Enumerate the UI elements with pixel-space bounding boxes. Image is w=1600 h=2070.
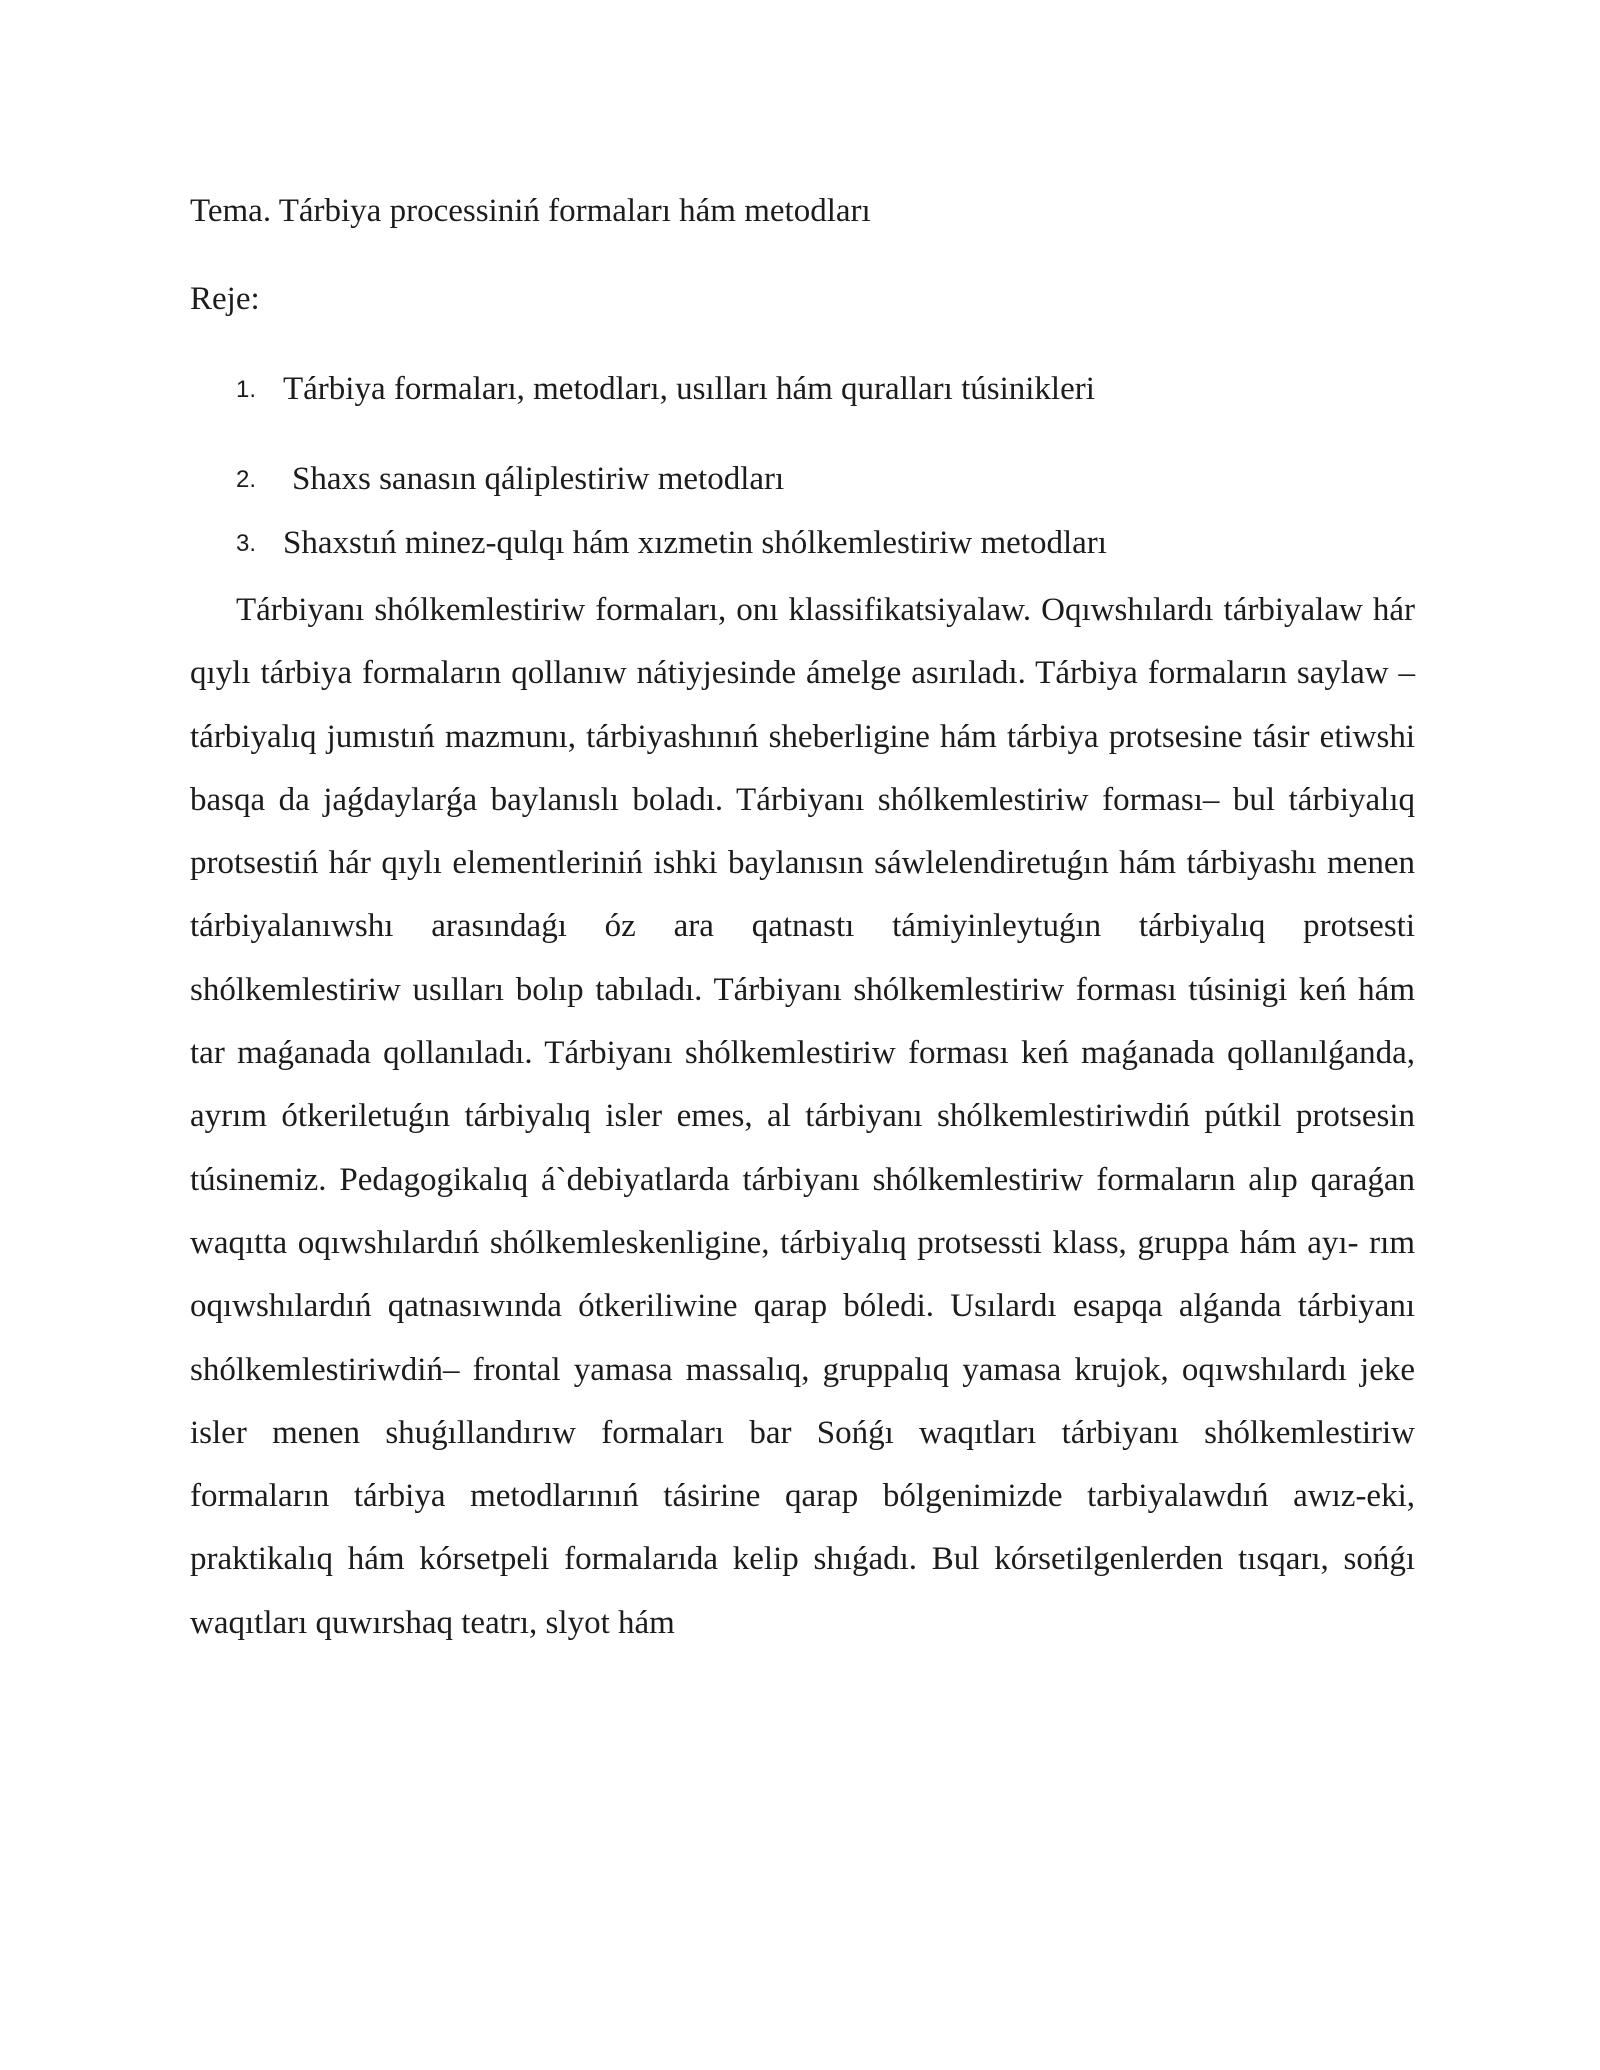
plan-item-text: Shaxstıń minez-qulqı hám xızmetin shólkemlestiriw metodları bbox=[283, 525, 1107, 561]
plan-item-text: Shaxs sanasın qáliplestiriw metodları bbox=[292, 461, 785, 497]
body-paragraph: Tárbiyanı shólkemlestiriw formaları, onı klassifikatsiyalaw. Oqıwshılardı tárbiyalaw hár qıylı tárbiya formaların qollanıw nátiyjesinde ámelge asırıladı. Tárbiya formaların saylaw – tárbiyalıq jumıstıń mazmunı, tárbiyashınıń sheberligine hám tárbiya protsesine tásir etiwshi basqa da jaǵdaylarǵa baylanıslı boladı. Tárbiyanı shólkemlestiriw forması– bul tárbiyalıq protsestiń hár qıylı elementleriniń ishki baylanısın sáwlelendiretuǵın hám tárbiyashı menen tárbiyalanıwshı arasındaǵı óz ara qatnastı támiyinleytuǵın tárbiyalıq protsesti shólkemlestiriw usılları bolıp tabıladı. Tárbiyanı shólkemlestiriw forması túsinigi keń hám tar maǵanada qollanıladı. Tárbiyanı shólkemlestiriw forması keń maǵanada qollanılǵanda, ayrım ótkeriletuǵın tárbiyalıq isler emes, al tárbiyanı shólkemlestiriwdiń pútkil protsesin túsinemiz. Pedagogikalıq á`debiyatlarda tárbiyanı shólkemlestiriw formaların alıp qaraǵan waqıtta oqıwshılardıń shólkemleskenligine, tárbiyalıq protsessti klass, gruppa hám ayı- rım oqıwshılardıń qatnasıwında ótkeriliwine qarap bóledi. Usılardı esapqa alǵanda tárbiyanı shólkemlestiriwdiń– frontal yamasa massalıq, gruppalıq yamasa krujok, oqıwshılardı jeke isler menen shuǵıllandırıw formaları bar Sońǵı waqıtları tárbiyanı shólkemlestiriw formaların tárbiya metodlarınıń tásirine qarap bólgenimizde tarbiyalawdıń awız-eki, praktikalıq hám kórsetpeli formalarıda kelip shıǵadı. Bul kórsetilgenlerden tısqarı, sońǵı waqıtları quwırshaq teatrı, slyot hám bbox=[190, 592, 1415, 1641]
plan-item-number: 2. bbox=[236, 466, 257, 493]
plan-item-number: 3. bbox=[236, 530, 257, 557]
plan-label: Reje: bbox=[190, 281, 260, 317]
plan-item bbox=[190, 363, 1415, 415]
plan-item bbox=[190, 517, 1415, 569]
plan-list bbox=[190, 363, 1415, 569]
plan-item bbox=[190, 453, 1415, 505]
plan-item-number: 1. bbox=[236, 376, 257, 403]
document-title: Tema. Tárbiya processiniń formaları hám metodları bbox=[190, 193, 871, 229]
plan-item-text: Tárbiya formaları, metodları, usılları hám quralları túsinikleri bbox=[283, 371, 1095, 407]
document-content bbox=[190, 185, 1415, 1655]
